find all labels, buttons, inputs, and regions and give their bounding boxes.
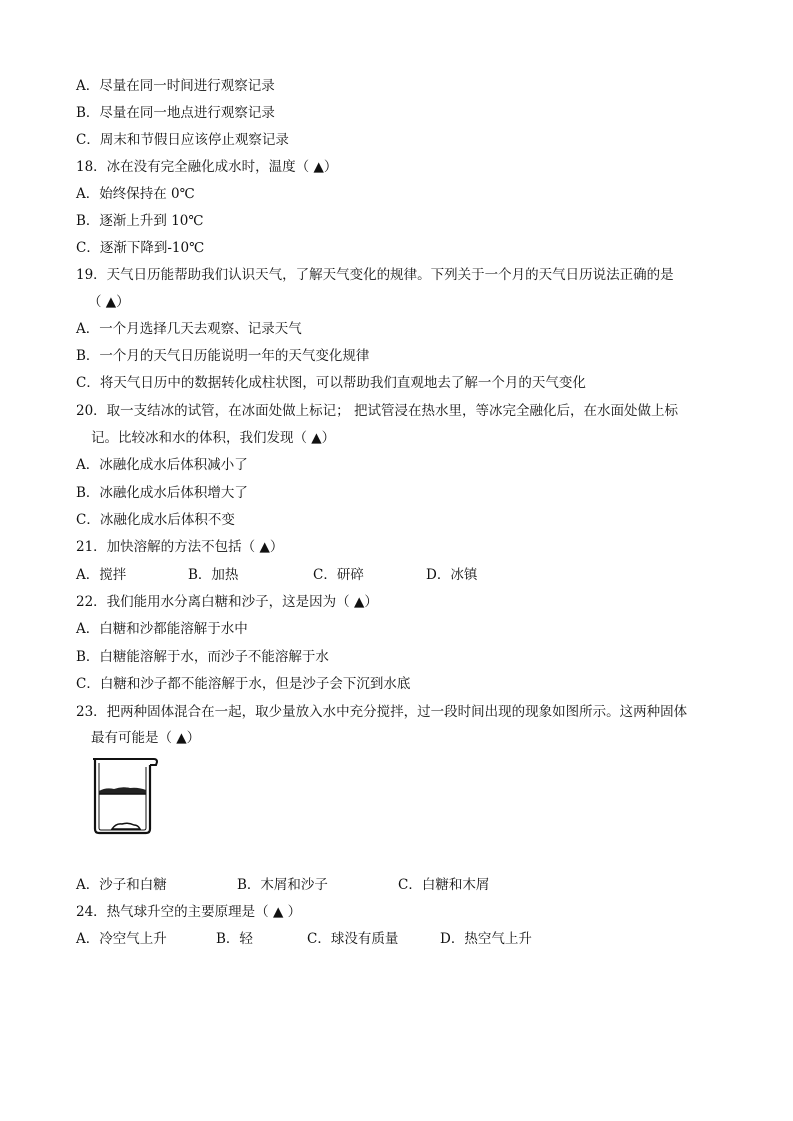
q24-stem: 24．热气球升空的主要原理是（ ▲ ） [76,904,302,920]
q21-option-b: B．加热 [188,567,239,583]
q24-option-a: A．冷空气上升 [76,931,167,947]
q23-option-c: C．白糖和木屑 [398,877,490,893]
q19-option-c: C．将天气日历中的数据转化成柱状图，可以帮助我们直观地去了解一个月的天气变化 [76,375,586,391]
q23-options-row [0,876,793,894]
q20-stem-line2: 记。比较冰和水的体积，我们发现（ ▲） [91,430,336,446]
q22-option-b: B．白糖能溶解于水，而沙子不能溶解于水 [76,649,329,665]
q19-stem-line1: 19．天气日历能帮助我们认识天气，了解天气变化的规律。下列关于一个月的天气日历说法正确的是 [76,267,674,283]
q24-options-row [0,930,793,948]
q22-option-c: C．白糖和沙子都不能溶解于水，但是沙子会下沉到水底 [76,676,411,692]
q19-option-a: A．一个月选择几天去观察、记录天气 [76,321,302,337]
q21-stem: 21．加快溶解的方法不包括（ ▲） [76,539,284,555]
q22-stem: 22．我们能用水分离白糖和沙子，这是因为（ ▲） [76,594,378,610]
q18-stem: 18．冰在没有完全融化成水时，温度（ ▲） [76,159,338,175]
q20-option-a: A．冰融化成水后体积减小了 [76,457,248,473]
q22-option-a: A．白糖和沙都能溶解于水中 [76,621,248,637]
q20-option-c: C．冰融化成水后体积不变 [76,512,235,528]
q23-stem-line1: 23．把两种固体混合在一起，取少量放入水中充分搅拌，过一段时间出现的现象如图所示。这两种固体 [76,704,688,720]
q17-option-a: A．尽量在同一时间进行观察记录 [76,78,275,94]
beaker-body [95,760,150,833]
beaker-inner-wall [99,763,146,830]
q19-option-b: B．一个月的天气日历能说明一年的天气变化规律 [76,348,370,364]
beaker-lip [93,759,157,765]
q21-option-a: A．搅拌 [76,567,127,583]
q18-option-c: C．逐渐下降到-10℃ [76,240,205,256]
q20-option-b: B．冰融化成水后体积增大了 [76,485,248,501]
q17-option-c: C．周末和节假日应该停止观察记录 [76,132,289,148]
q24-option-c: C．球没有质量 [307,931,399,947]
q17-option-b: B．尽量在同一地点进行观察记录 [76,105,275,121]
q24-option-d: D．热空气上升 [440,931,532,947]
q21-options-row [0,566,793,584]
floating-sawdust-layer [99,787,146,794]
sediment-sand [112,823,140,829]
q21-option-d: D．冰镇 [426,567,478,583]
q20-stem-line1: 20．取一支结冰的试管，在冰面处做上标记； 把试管浸在热水里，等冰完全融化后，在水面处做上标 [76,403,678,419]
q21-option-c: C．研碎 [313,567,364,583]
q23-option-b: B．木屑和沙子 [237,877,328,893]
q18-option-a: A．始终保持在 0℃ [76,186,195,202]
q24-option-b: B．轻 [216,931,253,947]
beaker-illustration [92,757,158,837]
q19-stem-line2: （ ▲） [88,294,130,310]
q23-stem-line2: 最有可能是（ ▲） [91,730,201,746]
q23-option-a: A．沙子和白糖 [76,877,167,893]
q18-option-b: B．逐渐上升到 10℃ [76,213,204,229]
